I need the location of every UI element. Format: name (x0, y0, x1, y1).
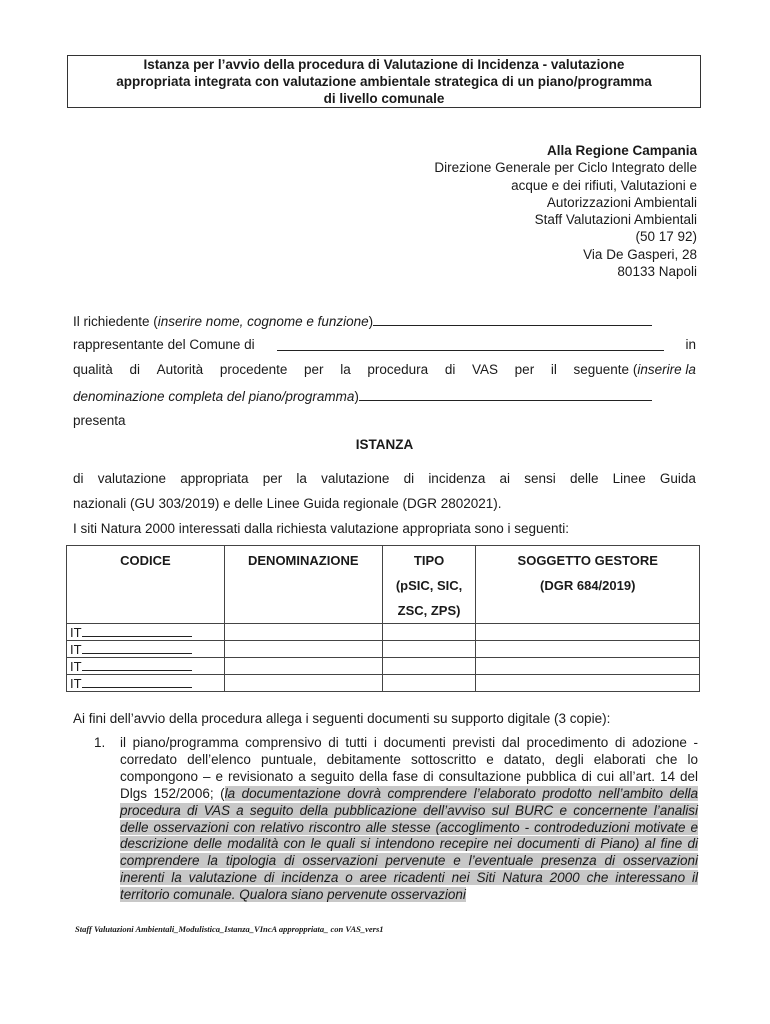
word: ( (632, 362, 638, 377)
denominazione-suffix: ) (354, 389, 359, 404)
recipient-line: (50 17 92) (635, 229, 697, 245)
cell-denominazione[interactable] (224, 658, 382, 675)
word: procedura (367, 362, 429, 377)
richiedente-hint: inserire nome, cognome e funzione (157, 314, 369, 329)
allegati-list (94, 735, 698, 904)
word: la (296, 471, 307, 486)
table-header-row (67, 546, 700, 624)
word: per (304, 362, 324, 377)
comune-label: rappresentante del Comune di (73, 337, 255, 352)
word: ai (499, 471, 511, 486)
word: Linee (612, 471, 646, 486)
header-soggetto-gestore: SOGGETTO GESTORE (DGR 684/2019) (476, 546, 700, 624)
siti-table (66, 545, 700, 692)
word: per (262, 471, 283, 486)
header-tipo: TIPO (pSIC, SIC, ZSC, ZPS) (382, 546, 476, 624)
table-row (67, 675, 700, 692)
word: qualità (73, 362, 113, 377)
richiedente-suffix: ) (368, 314, 374, 329)
word: di (444, 362, 456, 377)
recipient-line: Via De Gasperi, 28 (583, 246, 697, 262)
header-denominazione: DENOMINAZIONE (224, 546, 382, 624)
list-item-text: il piano/programma comprensivo di tutti i documenti previsti dal procedimento di adozione - corredato dell’elenco puntuale, debitamente sottoscritto e datato, degli elaborati che lo compongono – e revisionato a seguito della fase di consultazione pubblica di cui all’art. 14 del Dlgs 152/2006; ( (120, 735, 698, 801)
cell-denominazione[interactable] (224, 675, 382, 692)
recipient-line: Staff Valutazioni Ambientali (534, 212, 697, 228)
cell-denominazione[interactable] (224, 641, 382, 658)
cell-soggetto[interactable] (476, 641, 700, 658)
cell-soggetto[interactable] (476, 658, 700, 675)
siti-intro: I siti Natura 2000 interessati dalla richiesta valutazione appropriata sono i seguenti: (73, 521, 570, 536)
table-row (67, 658, 700, 675)
cell-tipo[interactable] (382, 624, 476, 641)
cell-codice[interactable]: IT (67, 641, 225, 658)
word: Autorità (156, 362, 204, 377)
word: la (340, 362, 351, 377)
cell-codice[interactable]: IT (67, 658, 225, 675)
title-line-2: appropriata integrata con valutazione ambientale strategica di un piano/programma (116, 74, 652, 89)
list-item-number: 1. (94, 735, 106, 750)
recipient-line: Direzione Generale per Ciclo Integrato delle (434, 160, 697, 176)
table-row (67, 641, 700, 658)
comune-suffix: in (685, 337, 696, 352)
valutazione-line-2: nazionali (GU 303/2019) e delle Linee Guida regionale (DGR 2802021). (73, 496, 502, 511)
denominazione-hint: denominazione completa del piano/programma (73, 389, 355, 404)
comune-blank[interactable] (277, 336, 664, 351)
word: di (129, 362, 140, 377)
istanza-heading: ISTANZA (355, 437, 414, 452)
qualita-hint: inserire la (637, 362, 696, 377)
richiedente-label: Il richiedente ( (73, 314, 158, 329)
title-line-1: Istanza per l’avvio della procedura di Valutazione di Incidenza - valutazione (143, 57, 625, 72)
word: sensi (524, 471, 556, 486)
word: procedente (219, 362, 288, 377)
word: di (73, 471, 84, 486)
word: seguente (573, 362, 630, 377)
list-item (120, 735, 698, 904)
denominazione-blank[interactable] (359, 386, 652, 401)
word: appropriata (180, 471, 249, 486)
cell-tipo[interactable] (382, 658, 476, 675)
word: VAS (472, 362, 499, 377)
header-codice: CODICE (67, 546, 225, 624)
word: di (403, 471, 415, 486)
word: per (514, 362, 535, 377)
recipient-name: Alla Regione Campania (546, 143, 697, 158)
richiedente-line (73, 311, 696, 330)
document-title-box (67, 55, 701, 108)
presenta-text: presenta (73, 413, 126, 428)
recipient-line: acque e dei rifiuti, Valutazioni e (511, 177, 697, 193)
denominazione-line (73, 386, 696, 405)
word: valutazione (321, 471, 390, 486)
word: Guida (659, 471, 696, 486)
word: valutazione (97, 471, 167, 486)
cell-codice[interactable]: IT (67, 624, 225, 641)
cell-tipo[interactable] (382, 675, 476, 692)
cell-tipo[interactable] (382, 641, 476, 658)
word: il (550, 362, 557, 377)
word: incidenza (428, 471, 486, 486)
recipient-line: Autorizzazioni Ambientali (546, 194, 697, 210)
list-item-highlight: la documentazione dovrà comprendere l’elaborato prodotto nell’ambito della procedura di VAS a seguito della pubblicazione dell’avviso sul BURC e concernente l’analisi delle osservazioni con relativo riscontro alle stesse (accoglimento - controdeduzioni motivate e descrizione delle modalità con le quali si intendono recepire nei documenti di Piano) al fine di comprendere la tipologia di osservazioni pervenute e l’eventuale presenza di osservazioni inerenti la valutazione di incidenza o aree ricadenti nei Siti Natura 2000 che interessano il territorio comunale. Qualora siano pervenute osservazioni (120, 785, 699, 903)
richiedente-blank[interactable] (373, 311, 652, 326)
footer-text: Staff Valutazioni Ambientali_Modulistica_Istanza_VIncA approppriata_ con VAS_vers1 (75, 924, 384, 934)
table-row (67, 624, 700, 641)
qualita-line (73, 361, 696, 378)
recipient-line: 80133 Napoli (617, 264, 697, 280)
valutazione-line-1 (73, 470, 696, 487)
word: delle (569, 471, 599, 486)
cell-soggetto[interactable] (476, 624, 700, 641)
comune-line (73, 336, 696, 353)
cell-soggetto[interactable] (476, 675, 700, 692)
cell-codice[interactable]: IT (67, 675, 225, 692)
allegati-intro: Ai fini dell’avvio della procedura allega i seguenti documenti su supporto digitale (3 copie): (73, 711, 611, 726)
title-line-3: di livello comunale (323, 91, 445, 106)
cell-denominazione[interactable] (224, 624, 382, 641)
recipient-address (434, 142, 697, 280)
